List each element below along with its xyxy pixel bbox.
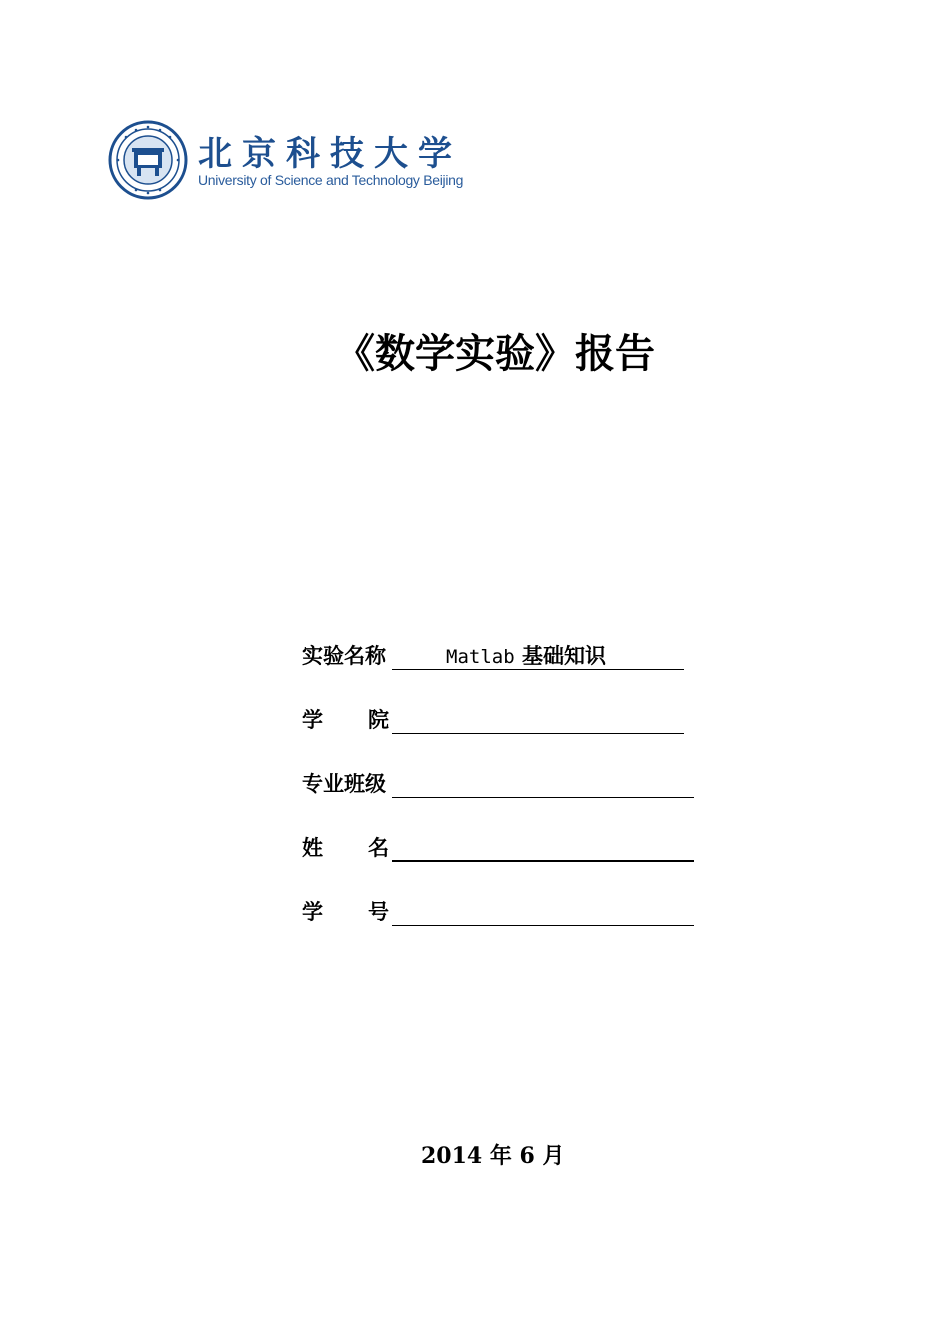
logo-chinese-name: 北京科技大学	[198, 134, 462, 174]
field-label: 专业班级	[302, 771, 386, 796]
field-label: 学 院	[302, 707, 389, 732]
field-college	[302, 704, 684, 734]
field-student-id	[302, 896, 694, 926]
field-value: Matlab 基础知识	[446, 643, 606, 668]
field-major-class	[302, 768, 694, 798]
field-underline	[392, 830, 694, 862]
field-label: 实验名称	[302, 643, 386, 668]
logo-english-name: University of Science and Technology Beijing	[198, 172, 464, 188]
field-experiment-name	[302, 640, 684, 670]
field-label: 学 号	[302, 899, 389, 924]
report-title: 《数学实验》报告	[335, 330, 655, 377]
field-name	[302, 832, 694, 862]
report-date: 2014 年 6 月	[421, 1143, 565, 1169]
university-seal-icon	[108, 120, 188, 200]
field-label: 姓 名	[302, 835, 389, 860]
field-underline	[392, 767, 694, 798]
field-underline	[392, 895, 694, 926]
field-underline	[392, 703, 684, 734]
university-logo	[108, 120, 488, 202]
